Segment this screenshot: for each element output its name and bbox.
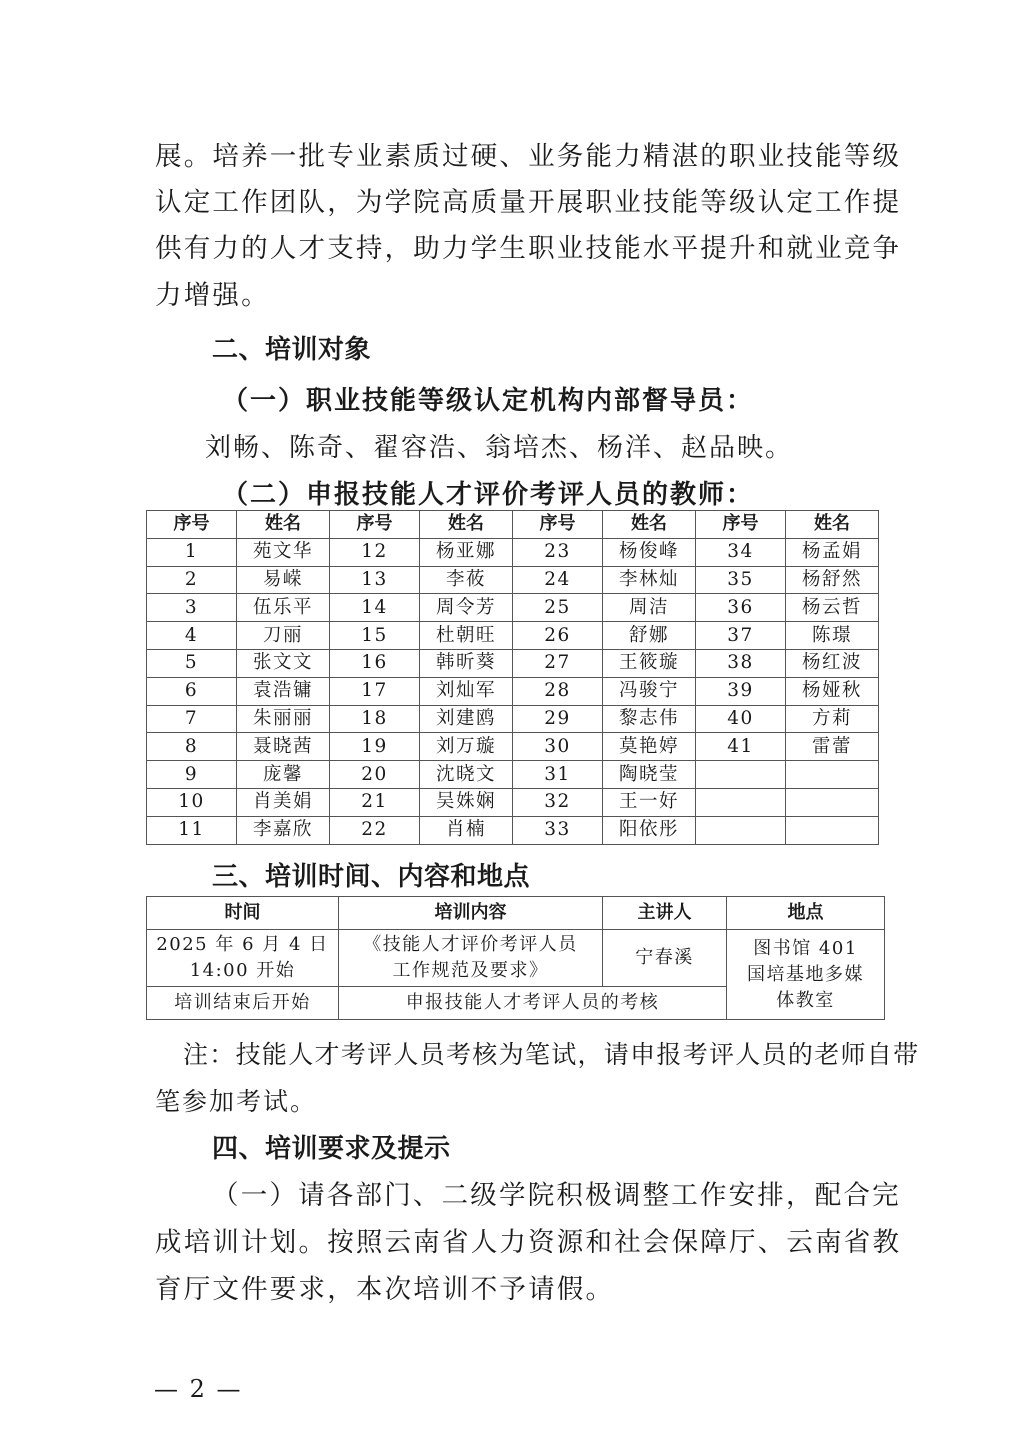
table-header-row xyxy=(147,511,879,539)
cell-exam-time: 培训结束后开始 xyxy=(147,987,339,1020)
cell-seq: 36 xyxy=(696,594,786,622)
cell-content xyxy=(339,930,603,987)
content-line-1: 《技能人才评价考评人员 xyxy=(363,934,578,955)
cell-seq: 30 xyxy=(513,733,603,761)
cell-name: 刀丽 xyxy=(237,622,330,650)
cell-name: 李林灿 xyxy=(603,566,696,594)
table-row xyxy=(147,538,879,566)
cell-seq: 15 xyxy=(330,622,420,650)
cell-name: 苑文华 xyxy=(237,538,330,566)
table-row xyxy=(147,649,879,677)
cell-name: 韩昕葵 xyxy=(420,649,513,677)
cell-seq: 21 xyxy=(330,788,420,816)
cell-seq xyxy=(696,761,786,789)
cell-name: 冯骏宁 xyxy=(603,677,696,705)
cell-seq xyxy=(696,788,786,816)
time-date: 2025 年 6 月 4 日 xyxy=(156,934,329,955)
header-location: 地点 xyxy=(727,897,885,930)
cell-name xyxy=(786,816,879,844)
cell-seq: 5 xyxy=(147,649,237,677)
cell-seq: 18 xyxy=(330,705,420,733)
cell-name: 杨娅秋 xyxy=(786,677,879,705)
table-row xyxy=(147,677,879,705)
cell-name: 聂晓茜 xyxy=(237,733,330,761)
cell-name: 刘灿军 xyxy=(420,677,513,705)
cell-name: 沈晓文 xyxy=(420,761,513,789)
cell-seq: 3 xyxy=(147,594,237,622)
cell-name xyxy=(786,761,879,789)
cell-name: 雷蕾 xyxy=(786,733,879,761)
header-name: 姓名 xyxy=(786,511,879,539)
cell-name: 莫艳婷 xyxy=(603,733,696,761)
cell-name: 伍乐平 xyxy=(237,594,330,622)
header-seq: 序号 xyxy=(330,511,420,539)
cell-name: 阳依彤 xyxy=(603,816,696,844)
cell-location xyxy=(727,930,885,1020)
cell-seq: 39 xyxy=(696,677,786,705)
cell-seq: 7 xyxy=(147,705,237,733)
cell-name: 王一好 xyxy=(603,788,696,816)
cell-name: 杨云哲 xyxy=(786,594,879,622)
cell-seq: 24 xyxy=(513,566,603,594)
schedule-header-row xyxy=(147,897,885,930)
cell-seq: 11 xyxy=(147,816,237,844)
table-row xyxy=(147,622,879,650)
cell-seq: 22 xyxy=(330,816,420,844)
cell-name: 庞馨 xyxy=(237,761,330,789)
cell-seq: 34 xyxy=(696,538,786,566)
section-heading-schedule: 三、培训时间、内容和地点 xyxy=(212,862,531,892)
cell-seq: 14 xyxy=(330,594,420,622)
cell-seq: 33 xyxy=(513,816,603,844)
cell-name: 杜朝旺 xyxy=(420,622,513,650)
cell-name: 周令芳 xyxy=(420,594,513,622)
cell-name: 方莉 xyxy=(786,705,879,733)
supervisor-names: 刘畅、陈奇、翟容浩、翁培杰、杨洋、赵品映。 xyxy=(205,433,794,463)
header-name: 姓名 xyxy=(603,511,696,539)
cell-speaker: 宁春溪 xyxy=(603,930,727,987)
cell-seq: 13 xyxy=(330,566,420,594)
cell-seq: 20 xyxy=(330,761,420,789)
cell-name: 袁浩镛 xyxy=(237,677,330,705)
intro-line-3: 供有力的人才支持，助力学生职业技能水平提升和就业竞争 xyxy=(155,233,902,264)
cell-name: 肖楠 xyxy=(420,816,513,844)
header-name: 姓名 xyxy=(237,511,330,539)
table-row xyxy=(147,788,879,816)
table-row xyxy=(147,733,879,761)
schedule-row-training xyxy=(147,930,885,987)
requirements-line-1: （一）请各部门、二级学院积极调整工作安排，配合完 xyxy=(212,1180,901,1211)
intro-line-1: 展。培养一批专业素质过硬、业务能力精湛的职业技能等级 xyxy=(155,141,902,172)
cell-seq: 8 xyxy=(147,733,237,761)
subheading-teachers: （二）申报技能人才评价考评人员的教师： xyxy=(222,480,755,510)
content-line-2: 工作规范及要求》 xyxy=(392,960,549,981)
cell-seq: 35 xyxy=(696,566,786,594)
cell-seq: 28 xyxy=(513,677,603,705)
subheading-supervisors: （一）职业技能等级认定机构内部督导员： xyxy=(222,386,755,416)
cell-seq: 2 xyxy=(147,566,237,594)
cell-name: 肖美娟 xyxy=(237,788,330,816)
cell-name: 李嘉欣 xyxy=(237,816,330,844)
cell-seq: 1 xyxy=(147,538,237,566)
header-seq: 序号 xyxy=(696,511,786,539)
requirements-line-2: 成培训计划。按照云南省人力资源和社会保障厅、云南省教 xyxy=(155,1227,902,1258)
cell-seq: 23 xyxy=(513,538,603,566)
page-number: — 2 — xyxy=(154,1375,243,1403)
cell-seq: 41 xyxy=(696,733,786,761)
cell-name: 张文文 xyxy=(237,649,330,677)
cell-seq: 26 xyxy=(513,622,603,650)
header-seq: 序号 xyxy=(147,511,237,539)
section-heading-requirements: 四、培训要求及提示 xyxy=(212,1134,451,1164)
cell-seq: 38 xyxy=(696,649,786,677)
cell-name: 杨亚娜 xyxy=(420,538,513,566)
cell-seq: 31 xyxy=(513,761,603,789)
cell-exam-content: 申报技能人才考评人员的考核 xyxy=(339,987,727,1020)
cell-name: 黎志伟 xyxy=(603,705,696,733)
cell-name: 周洁 xyxy=(603,594,696,622)
table-row xyxy=(147,594,879,622)
cell-seq: 10 xyxy=(147,788,237,816)
section-heading-training-targets: 二、培训对象 xyxy=(212,335,372,365)
schedule-table xyxy=(146,896,885,1020)
cell-seq: 17 xyxy=(330,677,420,705)
cell-name: 杨舒然 xyxy=(786,566,879,594)
cell-name: 刘万璇 xyxy=(420,733,513,761)
location-line-2: 国培基地多媒 xyxy=(747,964,864,985)
cell-name: 李莜 xyxy=(420,566,513,594)
cell-seq: 37 xyxy=(696,622,786,650)
time-start: 14:00 开始 xyxy=(189,960,296,981)
cell-name: 刘建鸥 xyxy=(420,705,513,733)
cell-seq: 19 xyxy=(330,733,420,761)
table-row xyxy=(147,705,879,733)
cell-seq: 32 xyxy=(513,788,603,816)
header-content: 培训内容 xyxy=(339,897,603,930)
cell-name xyxy=(786,788,879,816)
intro-line-2: 认定工作团队，为学院高质量开展职业技能等级认定工作提 xyxy=(155,187,902,218)
cell-name: 陶晓莹 xyxy=(603,761,696,789)
cell-name: 陈璟 xyxy=(786,622,879,650)
table-row xyxy=(147,761,879,789)
cell-name: 杨红波 xyxy=(786,649,879,677)
cell-seq: 6 xyxy=(147,677,237,705)
header-time: 时间 xyxy=(147,897,339,930)
cell-name: 朱丽丽 xyxy=(237,705,330,733)
cell-name: 易嵘 xyxy=(237,566,330,594)
note-line-1: 注：技能人才考评人员考核为笔试，请申报考评人员的老师自带 xyxy=(183,1040,920,1069)
cell-seq: 25 xyxy=(513,594,603,622)
cell-seq: 40 xyxy=(696,705,786,733)
location-line-1: 图书馆 401 xyxy=(753,938,858,959)
cell-time xyxy=(147,930,339,987)
intro-line-4: 力增强。 xyxy=(155,280,270,311)
header-seq: 序号 xyxy=(513,511,603,539)
header-speaker: 主讲人 xyxy=(603,897,727,930)
teacher-names-table xyxy=(146,510,879,845)
cell-name: 杨俊峰 xyxy=(603,538,696,566)
table-row xyxy=(147,566,879,594)
cell-name: 吴姝娴 xyxy=(420,788,513,816)
location-line-3: 体教室 xyxy=(776,990,835,1011)
cell-seq: 16 xyxy=(330,649,420,677)
cell-name: 杨孟娟 xyxy=(786,538,879,566)
cell-seq: 9 xyxy=(147,761,237,789)
cell-seq: 29 xyxy=(513,705,603,733)
requirements-line-3: 育厅文件要求，本次培训不予请假。 xyxy=(155,1274,615,1305)
table-row xyxy=(147,816,879,844)
cell-seq: 4 xyxy=(147,622,237,650)
cell-name: 王筱璇 xyxy=(603,649,696,677)
note-line-2: 笔参加考试。 xyxy=(155,1087,318,1116)
cell-seq xyxy=(696,816,786,844)
cell-seq: 27 xyxy=(513,649,603,677)
cell-name: 舒娜 xyxy=(603,622,696,650)
cell-seq: 12 xyxy=(330,538,420,566)
header-name: 姓名 xyxy=(420,511,513,539)
